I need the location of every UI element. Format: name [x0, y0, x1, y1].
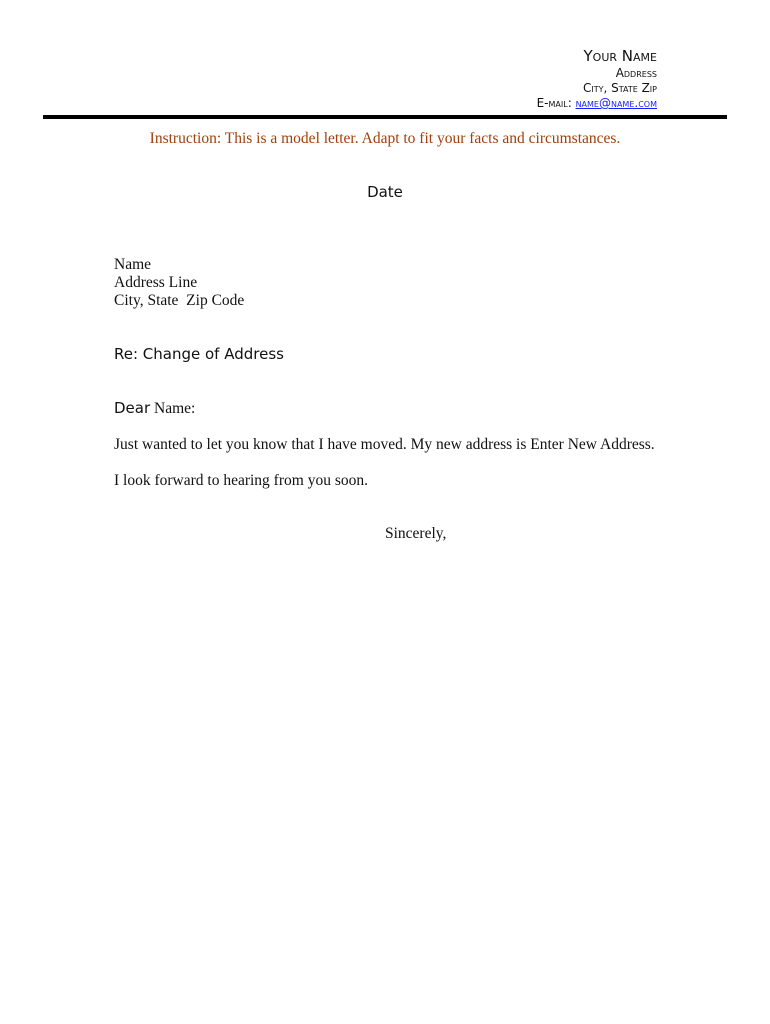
salutation-name: Name: [150, 400, 196, 417]
sender-city-state-zip: City, State Zip [582, 81, 657, 95]
email-label: E-mail: [536, 96, 576, 110]
body-paragraph: Just wanted to let you know that I have moved. My new address is Enter New Address. [114, 436, 655, 453]
salutation-word: Dear [114, 399, 151, 417]
letter-date: Date [367, 183, 403, 201]
instruction-note: Instruction: This is a model letter. Adapt to fit your facts and circumstances. [149, 130, 621, 147]
recipient-name: Name [114, 256, 152, 273]
sender-address: Address [615, 66, 657, 80]
body-paragraph: I look forward to hearing from you soon. [114, 472, 368, 489]
recipient-address-line: Address Line [114, 274, 198, 291]
recipient-city-state-zip: City, State Zip Code [114, 292, 245, 309]
sender-name: Your Name [583, 47, 657, 65]
closing: Sincerely, [385, 525, 447, 542]
sender-email [537, 96, 657, 111]
letterhead [537, 46, 657, 111]
header-divider [43, 115, 727, 119]
recipient-block [114, 256, 244, 310]
subject-line: Re: Change of Address [114, 345, 284, 363]
salutation [114, 399, 195, 418]
email-link[interactable]: name@name.com [575, 96, 657, 110]
